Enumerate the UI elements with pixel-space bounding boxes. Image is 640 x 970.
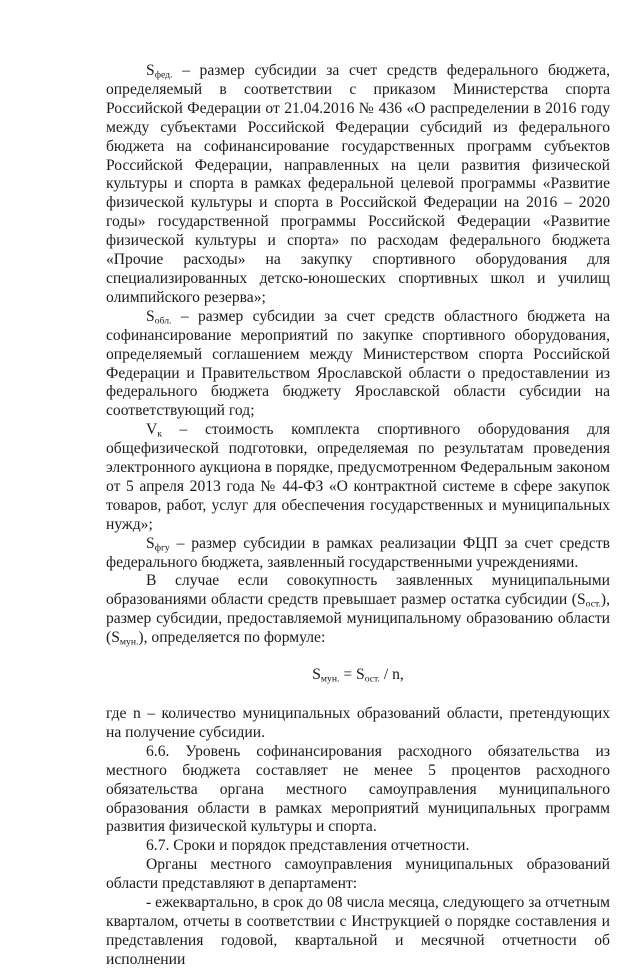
subscript: обл. (154, 315, 172, 327)
paragraph-s-fgu (106, 535, 610, 573)
document-body (106, 62, 610, 970)
subscript: мун. (119, 636, 139, 648)
paragraph-text: ), размер субсидии, предоставляемой муниципальному образованию области (S (106, 591, 610, 647)
symbol: V (146, 421, 158, 439)
subscript: ост. (364, 673, 380, 685)
paragraph-s-obl (106, 308, 610, 421)
subscript: фед. (154, 69, 173, 81)
paragraph-quarterly: - ежеквартально, в срок до 08 числа месяца, следующего за отчетным кварталом, отчеты в соответствии с Инструкцией о порядке составления и представления годовой, квартальной и месячной отчетности об исполнении (106, 894, 610, 968)
subscript: фгу (154, 542, 170, 554)
paragraph-v-k (106, 421, 610, 534)
subscript: ост. (585, 598, 601, 610)
formula-symbol: S (312, 666, 321, 684)
paragraph-text: ), определяется по формуле: (138, 629, 326, 647)
formula (106, 666, 610, 685)
paragraph-s-fed (106, 62, 610, 308)
subscript: мун. (320, 673, 340, 685)
paragraph-6-6: 6.6. Уровень софинансирования расходного обязательства из местного бюджета составляет не менее 5 процентов расходного обязательства органа местного самоуправления муниципального образования области в рамках мероприятий муниципальных программ развития физической культуры и спорта. (106, 742, 610, 836)
paragraph-text: – размер субсидии за счет средств федерального бюджета, определяемый в соответствии с приказом Министерства спорта Российской Федерации от 21.04.2016 № 436 «О распределении в 2016 году между субъектами Российской Федерации субсидий из федерального бюджета на софинансирование государственных программ субъектов Российской Федерации, направленных на цели развития физической культуры и спорта в рамках федеральной целевой программы «Развитие физической культуры и спорта в Российской Федерации на 2016 – 2020 годы» государственной программы Российской Федерации «Развитие физической культуры и спорта» по расходам федерального бюджета «Прочие расходы» на закупку спортивного оборудования для специализированных детско-юношеских спортивных школ и училищ олимпийского резерва»; (106, 62, 610, 306)
paragraph-organs: Органы местного самоуправления муниципальных образований области представляют в департамент: (106, 856, 610, 893)
formula-text: / n, (379, 666, 404, 684)
symbol: S (146, 307, 155, 325)
symbol: S (146, 62, 155, 79)
subscript: к (157, 428, 162, 440)
paragraph-text: – стоимость комплекта спортивного оборудования для общефизической подготовки, определяемая по результатам проведения электронного аукциона в порядке, предусмотренном Федеральным законом от 5 апреля 2013 года № 44-ФЗ «О контрактной системе в сфере закупок товаров, работ, услуг для обеспечения государственных и муниципальных нужд»; (106, 421, 610, 533)
paragraph-text: – размер субсидии в рамках реализации ФЦП за счет средств федерального бюджета, заявленный государственными учреждениями. (106, 534, 610, 571)
paragraph-excess-case (106, 572, 610, 648)
paragraph-text: – размер субсидии за счет средств областного бюджета на софинансирование мероприятий по закупке спортивного оборудования, определяемый соглашением между Министерством спорта Российской Федерации и Правительством Ярославской области о предоставлении из федерального бюджета бюджету Ярославской области субсидии на соответствующий год; (106, 307, 610, 420)
paragraph-where-n: где n – количество муниципальных образований области, претендующих на получение субсидии. (106, 705, 610, 741)
paragraph-6-7-heading: 6.7. Сроки и порядок представления отчетности. (146, 837, 470, 855)
symbol: S (146, 534, 155, 552)
paragraph-text: В случае если совокупность заявленных муниципальными образованиями области средств превышает размер остатка субсидии (S (106, 572, 610, 609)
formula-text: = S (339, 666, 365, 684)
